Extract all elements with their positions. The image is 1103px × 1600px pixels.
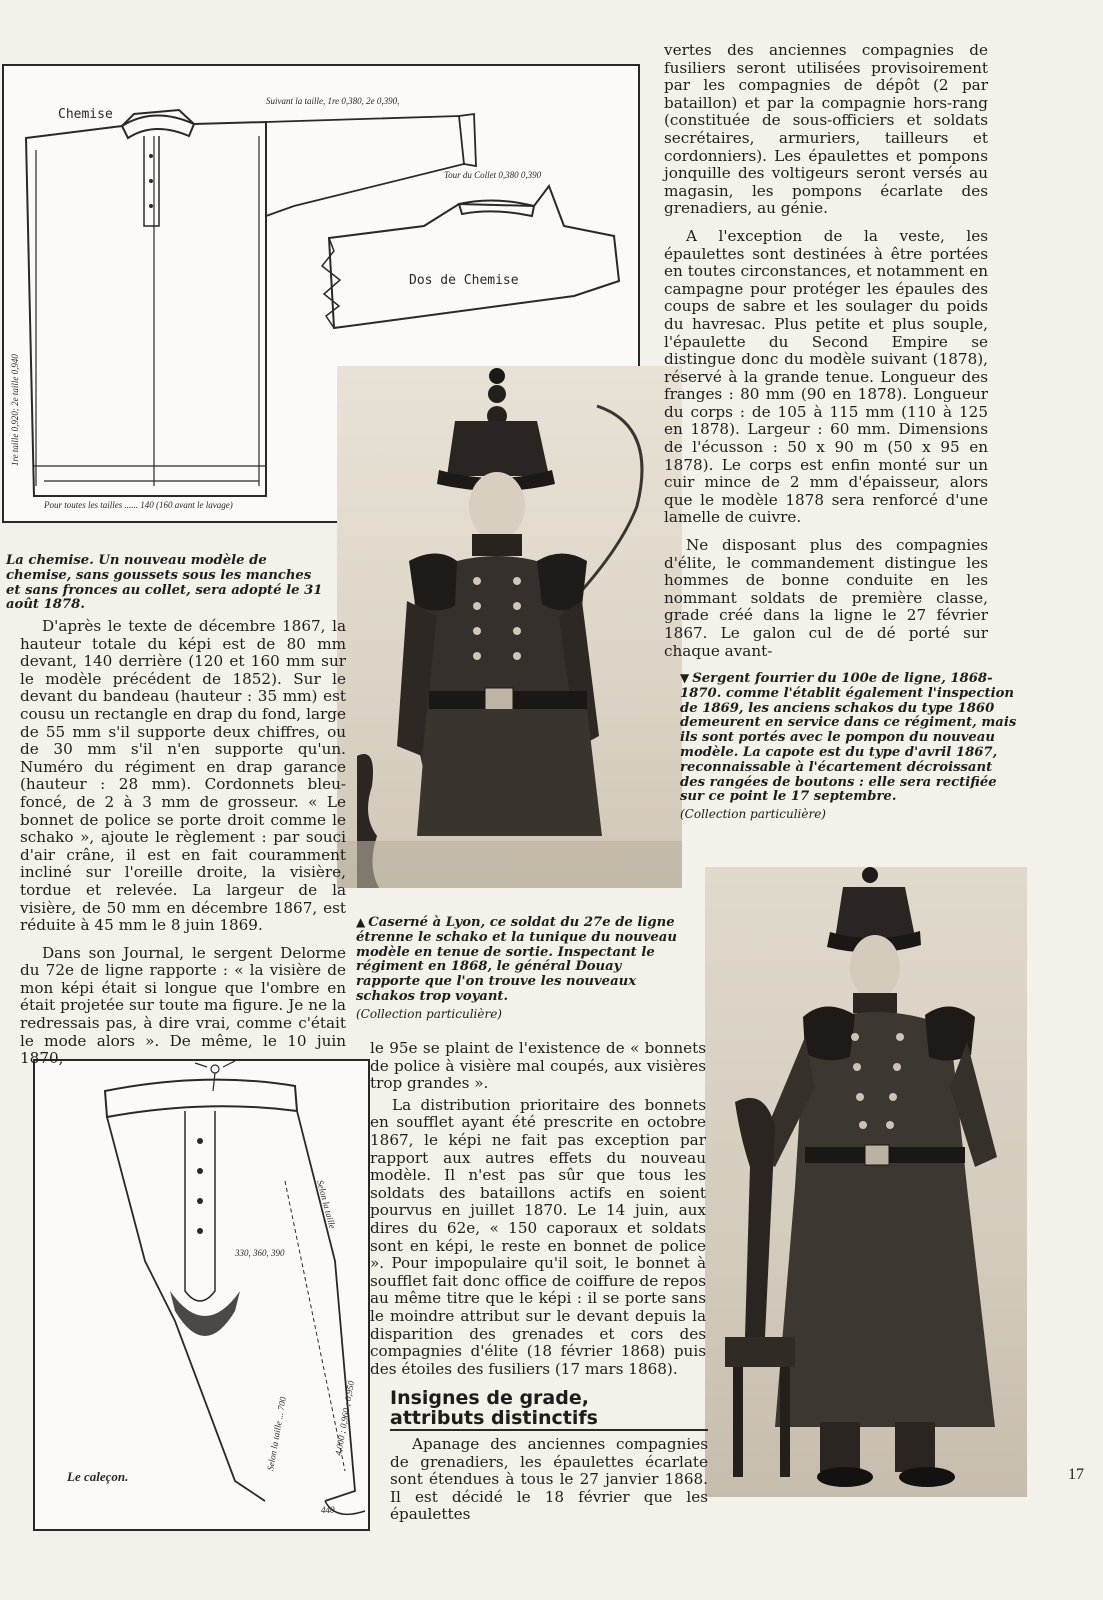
underpants-pattern-figure [33, 1059, 370, 1531]
underpants-measure-note: 330, 360, 390 [235, 1248, 285, 1258]
middle-paragraph-2: La distribution prioritaire des bonnets en soufflet ayant été prescrite en octobre 1867, le képi ne fait pas exception par rapport aux autres effets du nouveau modèle. Il n'est pas sûr que tous les soldats des bataillons actifs en soient pourvus en juillet 1870. Le 14 juin, aux dires du 62e, « 150 caporaux et soldats sont en képi, le reste en bonnet de police ». Pour impopulaire qu'il soit, le bonnet à soufflet fait donc office de coiffure de repos au même titre que le képi : il se porte sans le moindre attribut sur le devant depuis la disparition des grenades et cors des compagnies d'élite (18 février 1868) puis des étoiles des fusiliers (17 mars 1868). [370, 1095, 706, 1378]
right-paragraph-1: vertes des anciennes compagnies de fusiliers seront utilisées provisoirement par les compagnies de dépôt (2 par bataillon) et par la compagnie hors-rang (constituée de sous-officiers et soldats secrétaires, armuriers, tailleurs et cordonniers). Les épaulettes et pompons jonquille des voltigeurs seront versés au magasin, les pompons écarlate des grenadiers, au génie. [664, 41, 988, 218]
caption-up-arrow: ▲ [356, 915, 366, 929]
underpants-leg-note: Selon la taille ... 700 [265, 1395, 288, 1472]
right-column [664, 42, 988, 660]
caption-sergent [680, 671, 1020, 822]
shirt-front-label: Chemise [58, 107, 113, 122]
caption-lyon-soldier [356, 915, 686, 1022]
photo-sergent-fourrier [705, 867, 1027, 1497]
section-heading [390, 1388, 708, 1428]
section-heading-line-1: Insignes de grade, [390, 1387, 589, 1409]
caption-lyon-credit: (Collection particulière) [356, 1006, 502, 1021]
section-heading-rule [390, 1429, 708, 1431]
middle-paragraph-1: le 95e se plaint de l'existence de « bonnets de police à visière mal coupés, aux visières trop grandes ». [370, 1039, 706, 1093]
shirt-back-label: Dos de Chemise [409, 273, 519, 288]
shirt-size-note: Suivant la taille, 1re 0,380, 2e 0,390, [266, 96, 400, 106]
underpants-label: Le caleçon. [67, 1469, 129, 1484]
caption-down-arrow: ▼ [680, 671, 690, 685]
shirt-side-note: 1re taille 0,920; 2e taille 0,940 [10, 354, 20, 466]
left-paragraph-1: D'après le texte de décembre 1867, la hauteur totale du képi est de 80 mm devant, 140 derrière (120 et 160 mm sur le modèle précédent de 1852). Sur le devant du bandeau (hauteur : 35 mm) est cousu un rectangle en drap du fond, large de 55 mm s'il supporte deux chiffres, ou de 30 mm s'il n'en supporte qu'un. Numéro du régiment en drap garance (hauteur : 28 mm). Cordonnets bleu-foncé, de 2 à 3 mm de grosseur. « Le bonnet de police se porte droit comme le schako », ajoute le règlement : par souci d'air crâne, il est en fait couramment incliné sur l'oreille droite, la visière, tordue et relevée. La largeur de la visière, de 50 mm en décembre 1867, est réduite à 45 mm le 8 juin 1869. [20, 617, 346, 935]
underpants-waist-note: Selon la taille [315, 1178, 338, 1230]
middle-column [370, 1040, 706, 1378]
caption-sergent-text: Sergent fourrier du 100e de ligne, 1868-1870. comme l'établit également l'inspection de 1869, les anciens schakos du type 1860 demeurent en service dans ce régiment, mais ils sont portés avec le pompon du nouveau modèle. La capote est du type d'avril 1867, reconnaissable à l'écartement décroissant des rangées de boutons : elle sera rectifiée sur ce point le 17 septembre. [680, 671, 1017, 805]
middle-paragraph-3: Apanage des anciennes compagnies de grenadiers, les épaulettes écarlate sont étendues à tous le 27 janvier 1868. Il est décidé le 18 février que les épaulettes [390, 1435, 708, 1524]
shirt-collar-note: Tour du Collet 0,380 0,390 [444, 170, 542, 180]
caption-lyon-text: Caserné à Lyon, ce soldat du 27e de ligne étrenne le schako et la tunique du nouveau modèle en tenue de sortie. Inspectant le régiment en 1868, le général Douay rapporte que l'on trouve les nouveaux schakos trop voyant. [356, 915, 677, 1004]
right-paragraph-3: Ne disposant plus des compagnies d'élite, le commandement distingue les hommes de bonne conduite en les nommant soldats de première classe, grade créé dans la ligne le 27 février 1867. Le galon cul de dé porté sur chaque avant- [664, 536, 988, 660]
underpants-drawing [35, 1061, 368, 1529]
photo-lyon-soldier [337, 366, 682, 888]
right-paragraph-2: A l'exception de la veste, les épaulettes sont destinées à être portées en toutes circonstances, et notamment en campagne pour protéger les épaules des coups de sabre et les soulager du poids du havresac. Plus petite et plus souple, l'épaulette du Second Empire se distingue donc du modèle suivant (1878), réservé à la grande tenue. Longueur des franges : 80 mm (90 en 1878). Longueur du corps : de 105 à 115 mm (110 à 125 en 1878). Largeur : 60 mm. Dimensions de l'écusson : 50 x 90 m (50 x 95 en 1878). Le corps est enfin monté sur un cuir mince de 2 mm d'épaisseur, alors que le modèle 1878 sera renforcé d'une lamelle de cuivre. [664, 226, 988, 527]
left-paragraph-2: Dans son Journal, le sergent Delorme du 72e de ligne rapporte : « la visière de mon képi était si longue que l'ombre en était projetée sur toute ma figure. Je ne la redressais pas, à dire vrai, comme c'était le mode alors ». De même, le 10 juin 1870, [20, 943, 346, 1068]
middle-column-bottom [390, 1436, 708, 1524]
underpants-length-note: 4,000 ; 0,960 ; 0,950 [333, 1380, 357, 1457]
caption-shirt: La chemise. Un nouveau modèle de chemise, sans goussets sous les manches et sans fronces au collet, sera adopté le 31 août 1878. [6, 553, 323, 613]
caption-sergent-credit: (Collection particulière) [680, 807, 826, 822]
underpants-foot-note: 440 [321, 1505, 335, 1515]
shirt-bottom-note: Pour toutes les tailles ...... 140 (160 avant le lavage) [44, 500, 233, 510]
page-number: 17 [1068, 1466, 1084, 1483]
section-heading-line-2: attributs distinctifs [390, 1407, 598, 1429]
left-column [20, 618, 346, 1068]
